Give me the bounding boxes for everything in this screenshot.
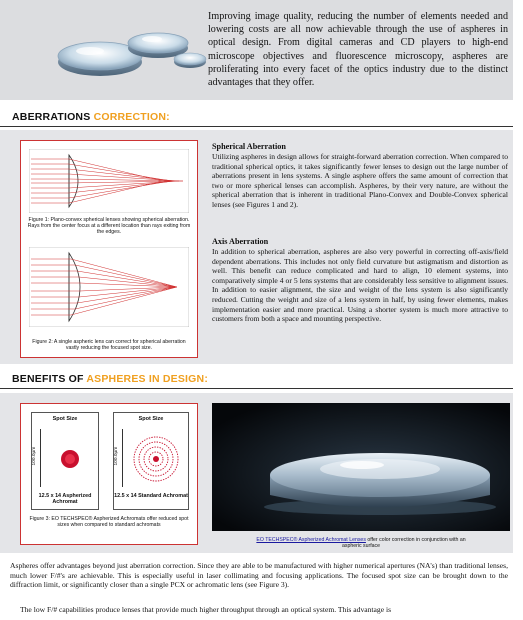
- figure2-caption: Figure 2: A single aspheric lens can correct for spherical aberration vastly reducing the focused spot size.: [32, 339, 186, 352]
- spherical-aberration-title: Spherical Aberration: [212, 142, 286, 151]
- figure1-caption: Figure 1: Plano-convex spherical lenses showing spherical aberration. Rays from the center focus at a different location than rays exiting from the edges.: [27, 217, 191, 236]
- figure3-box: [20, 403, 198, 545]
- photo-caption: [256, 537, 466, 549]
- aberrations-heading-orange: CORRECTION:: [93, 111, 170, 123]
- spot-scale-right: 100.0µm: [113, 446, 119, 466]
- aspherized-achromat-photo: [212, 403, 510, 531]
- benefits-heading-orange: ASPHERES IN DESIGN:: [86, 373, 209, 385]
- spot-scale-left: 100.0µm: [31, 446, 37, 466]
- aberrations-panel: [0, 130, 513, 364]
- spot-plot-standard: [113, 412, 189, 510]
- aberrations-figure-box: [20, 140, 198, 358]
- scale-bar: [122, 429, 123, 487]
- axis-aberration-text: In addition to spherical aberration, aspheres are also very powerful in correcting off-axis/field dependent aberrations. This includes not only field curvature but astigmatism and distortion as well. This benefit can reduce complicated and hard to align, 10 element systems, into comparatively simple 4 or 5 lens systems that are considerably less sensitive to alignment issues. In addition to easier alignment, the size and weight of the lens system is also significantly reduced. Cutting the weight and size of a lens system in half, by using fewer elements, makes implementation easier and more practical. Using a shorter system is much more attractive to customers from both a space and mounting perspective.: [212, 247, 508, 324]
- bottom-paragraph-2: The low F/# capabilities produce lenses that provide much higher throughput through an optical system. This advantage is: [20, 605, 392, 614]
- spot-plot-aspherized: [31, 412, 99, 510]
- photo-caption-text: offer color correction in conjunction with an aspheric surface: [341, 537, 466, 550]
- spot-title-right: Spot Size: [138, 416, 164, 422]
- scale-bar: [40, 429, 41, 487]
- section-rule: [0, 388, 513, 389]
- spherical-aberration-text: Utilizing aspheres in design allows for straight-forward aberration correction. When compared to traditional spherical optics, it takes significantly fewer lenses to design out the large number of aberrations present in lens systems. A single asphere offers the same amount of correction that two or more spherical lenses can accomplish. Aspheres, by their very nature, are without the spherical aberration that is inherent in traditional Plano-Convex and Double-Convex spherical lenses (see Figures 1 and 2).: [212, 152, 508, 209]
- intro-text: Improving image quality, reducing the number of elements needed and lowering costs are all now achievable through the use of aspheres in optical design. From digital cameras and CD players to high-end microscope objectives and fluorescence microscopy, aspheres are proliferating into every facet of the optics industry due to the distinct advantages that they offer.: [208, 11, 508, 89]
- aberrations-heading: [12, 111, 170, 123]
- photo-caption-link[interactable]: EO TECHSPEC® Aspherized Achromat Lenses: [256, 537, 366, 543]
- axis-aberration-title: Axis Aberration: [212, 237, 269, 246]
- figure3-caption: Figure 3: EO TECHSPEC® Aspherized Achromats offer reduced spot sizes when compared to standard achromats: [29, 516, 189, 529]
- intro-banner: [0, 0, 513, 100]
- benefits-heading-black: BENEFITS OF: [12, 373, 84, 385]
- figure1-ray-diagram: [29, 149, 189, 213]
- benefits-heading: [12, 373, 208, 385]
- bottom-paragraph-1: Aspheres offer advantages beyond just aberration correction. Since they are able to be manufactured with higher numerical apertures (NA's) than traditional lenses, much lower F/#'s are achievable. This is especially useful in laser collimating and focusing applications. The focused spot size can be brought down to the diffraction limit, or significantly closer than a single PCX or achromatic lens (see Figure 3).: [10, 561, 508, 590]
- figure2-ray-diagram: [29, 247, 189, 327]
- benefits-panel: [0, 393, 513, 553]
- spot-title-left: Spot Size: [52, 416, 78, 422]
- spot-label-right: 12.5 x 14 Standard Achromat: [114, 493, 188, 499]
- spot-label-left: 12.5 x 14 Aspherized Achromat: [38, 493, 92, 506]
- section-rule: [0, 126, 513, 127]
- lens-illustration: [40, 18, 210, 84]
- spot-diagram-standard: [128, 429, 184, 489]
- spot-diagram-aspherized: [50, 441, 90, 477]
- aberrations-heading-black: ABERRATIONS: [12, 111, 91, 123]
